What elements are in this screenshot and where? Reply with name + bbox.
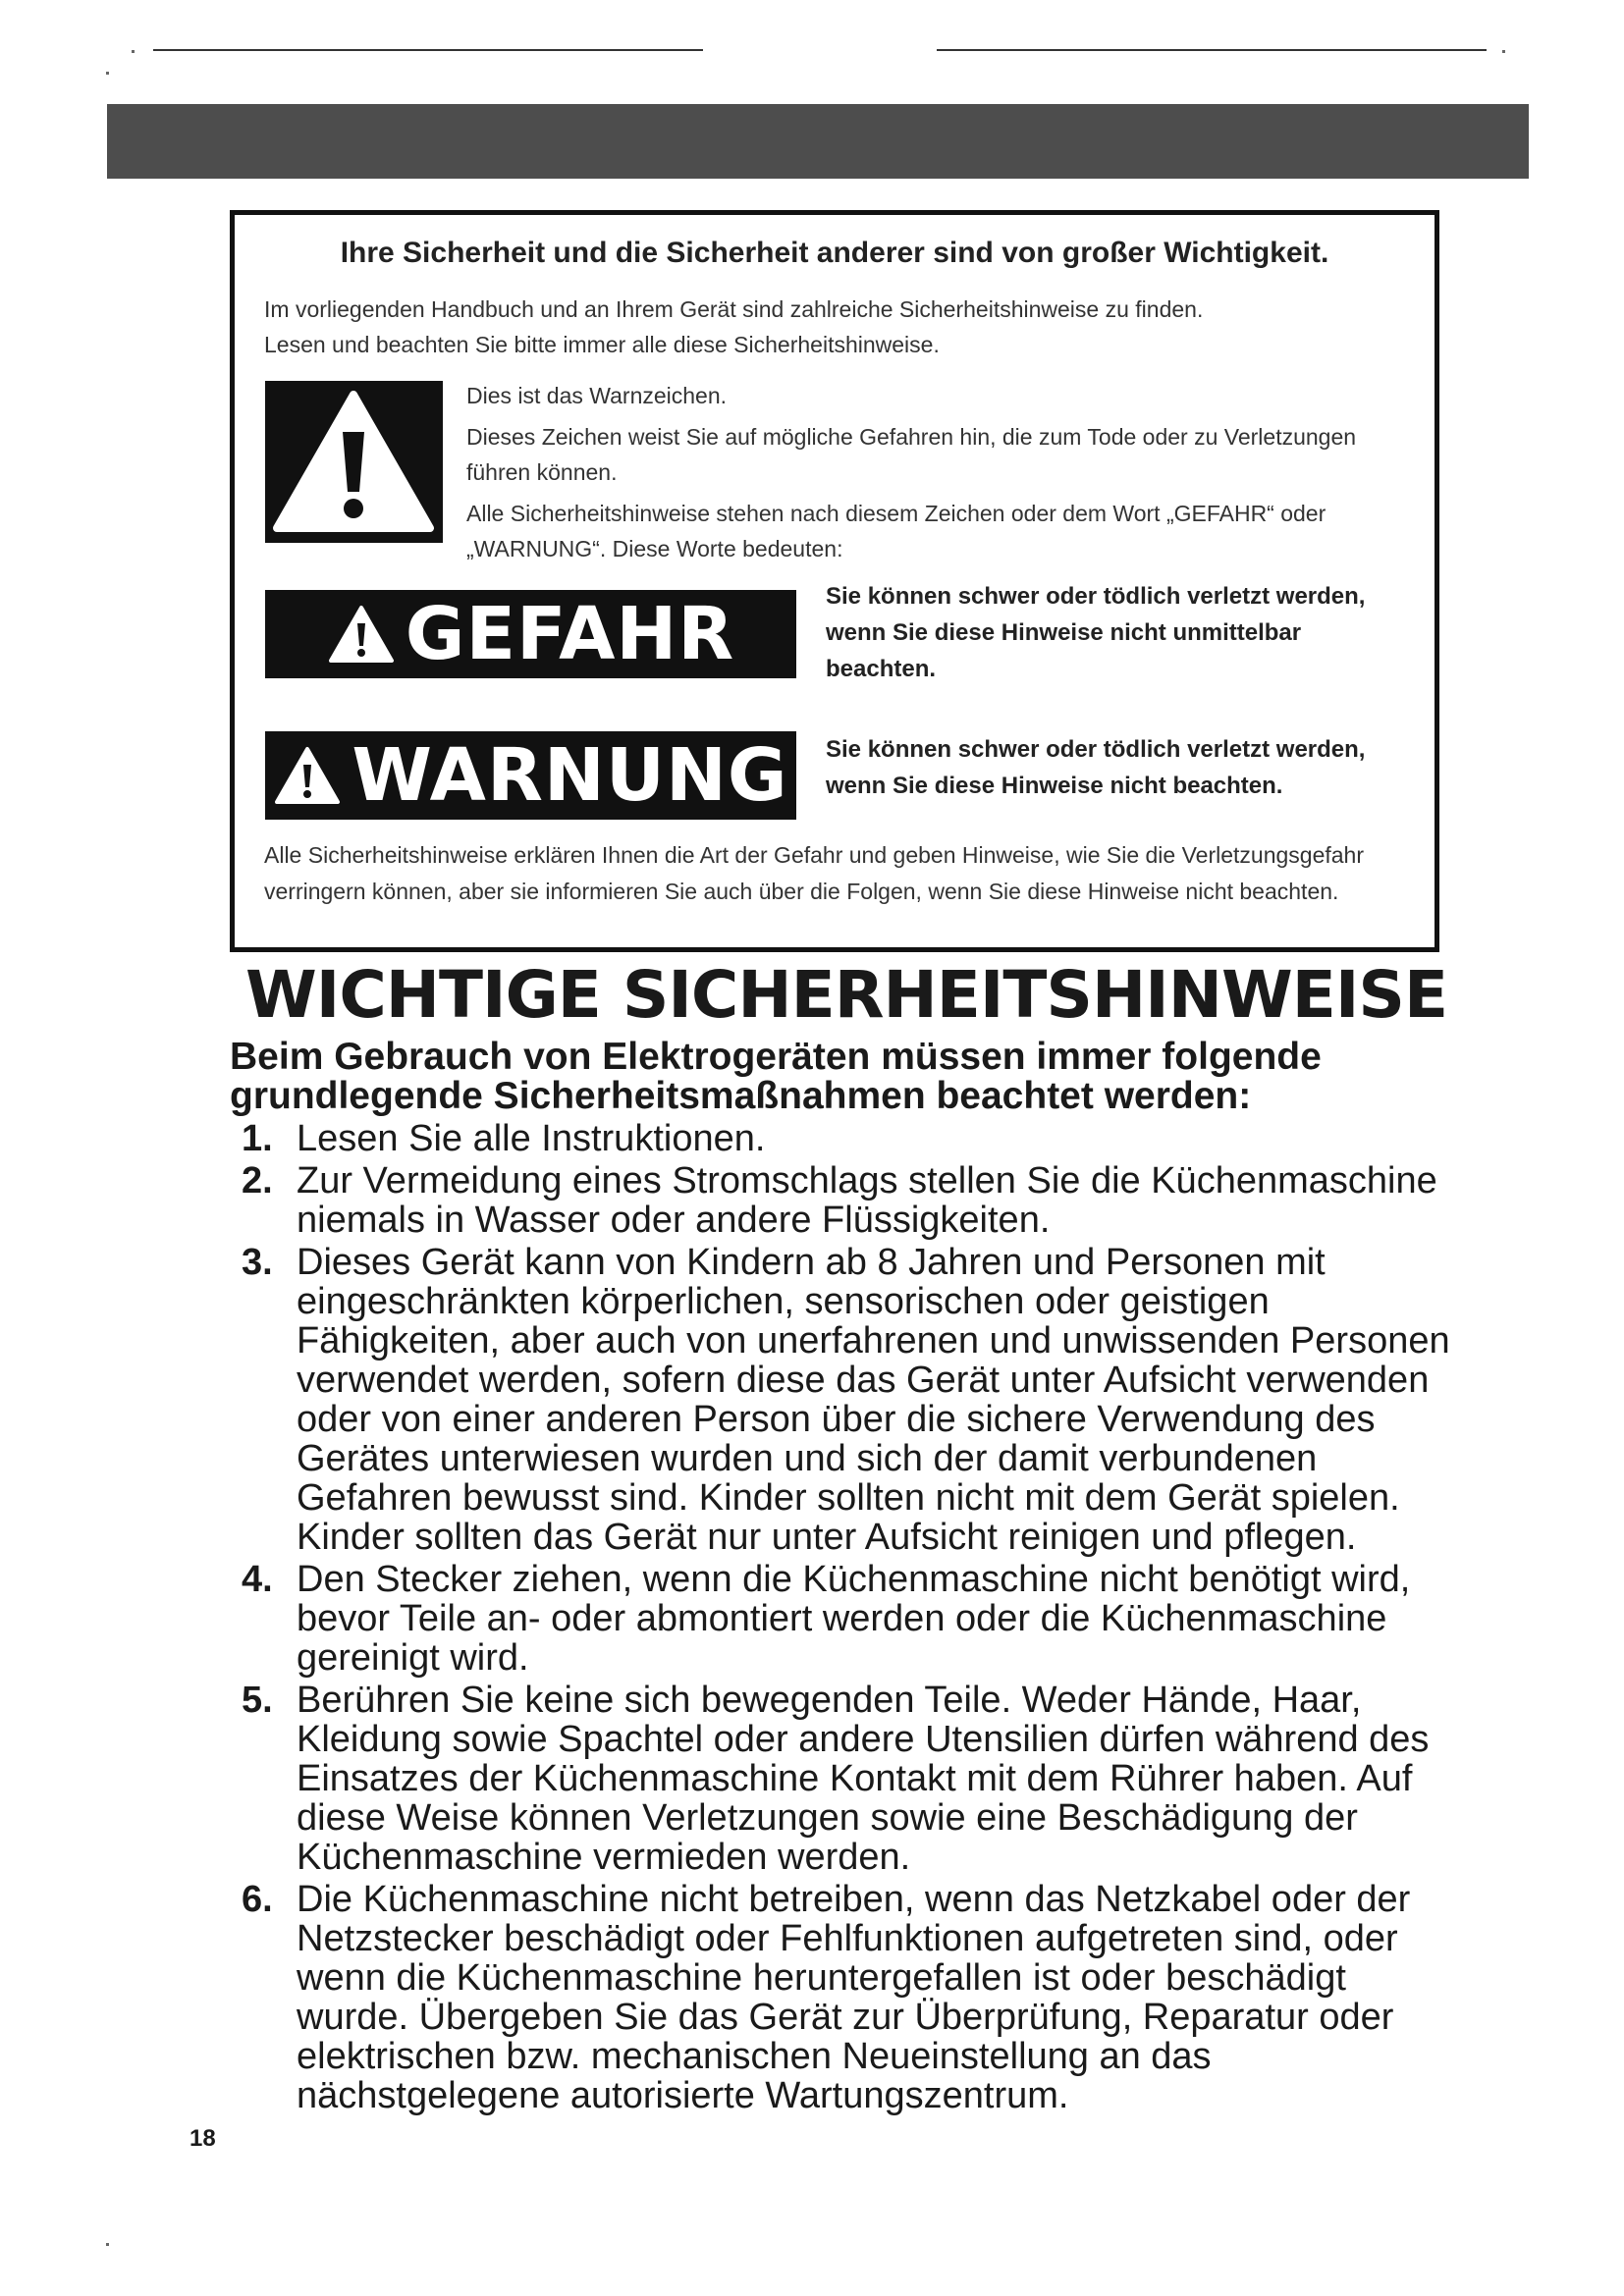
page-number: 18 [189, 2125, 216, 2152]
top-rule-left [153, 49, 703, 51]
list-item [230, 1161, 1467, 1240]
list-item [230, 1560, 1467, 1678]
item-number: 6. [242, 1879, 273, 1920]
item-text: Die Küchenmaschine nicht betreiben, wenn das Netzkabel oder der Netzstecker beschädigt oder Fehlfunktionen aufgetreten sind, oder wenn die Küchenmaschine heruntergefallen ist oder beschädigt wurde. Übergeben Sie das Gerät zur Überprüfung, Reparatur oder elektrischen bzw. mechanischen Neueinstellung an das nächstgelegene autorisierte Wartungszentrum. [297, 1879, 1411, 2116]
symbol-paragraph: Dieses Zeichen weist Sie auf mögliche Gefahren hin, die zum Tode oder zu Verletzungen führen können. [466, 424, 1357, 485]
warnung-description: Sie können schwer oder tödlich verletzt werden, wenn Sie diese Hinweise nicht beachten. [826, 736, 1366, 799]
gefahr-label [265, 590, 796, 678]
safety-box-outro: Alle Sicherheitshinweise erklären Ihnen die Art der Gefahr und geben Hinweise, wie Sie die Verletzungsgefahr verringern können, aber sie informieren Sie auch über die Folgen, wenn Sie diese Hinweise nicht beachten. [264, 842, 1364, 904]
intro-line: Im vorliegenden Handbuch und an Ihrem Gerät sind zahlreiche Sicherheitshinweise zu finden. [264, 296, 1204, 322]
gefahr-description: Sie können schwer oder tödlich verletzt werden, wenn Sie diese Hinweise nicht unmittelbar beachten. [826, 583, 1366, 682]
item-text: Zur Vermeidung eines Stromschlags stellen Sie die Küchenmaschine niemals in Wasser oder andere Flüssigkeiten. [297, 1160, 1437, 1241]
warning-symbol-explanation [466, 378, 1409, 572]
crop-mark [132, 50, 135, 53]
gefahr-label-text: GEFAHR [405, 592, 735, 676]
top-rule-right [937, 49, 1487, 51]
item-number: 2. [242, 1160, 273, 1201]
item-number: 3. [242, 1242, 273, 1283]
symbol-paragraph: Dies ist das Warnzeichen. [466, 383, 728, 408]
header-bar [107, 104, 1529, 179]
crop-mark [106, 2243, 109, 2246]
intro-line: Lesen und beachten Sie bitte immer alle diese Sicherheitshinweise. [264, 332, 940, 357]
item-text: Dieses Gerät kann von Kindern ab 8 Jahren und Personen mit eingeschränkten körperlichen, sensorischen oder geistigen Fähigkeiten, aber auch von unerfahrenen und unwissenden Personen verwendet werden, sofern diese das Gerät unter Aufsicht verwenden oder von einer anderen Person über die sichere Verwendung des Gerätes unterwiesen wurden und sich der damit verbundenen Gefahren bewusst sind. Kinder sollten nicht mit dem Gerät spielen. Kinder sollten das Gerät nur unter Aufsicht reinigen und pflegen. [297, 1242, 1450, 1558]
list-item [230, 1243, 1467, 1557]
instruction-list [230, 1119, 1467, 2118]
warning-triangle-icon [265, 381, 443, 543]
warnung-label [265, 731, 796, 820]
warning-triangle-icon [327, 604, 396, 665]
warnung-label-text: WARNUNG [352, 733, 788, 818]
safety-box-title: Ihre Sicherheit und die Sicherheit anderer sind von großer Wichtigkeit. [340, 237, 1329, 269]
list-item [230, 1880, 1467, 2115]
item-text: Den Stecker ziehen, wenn die Küchenmaschine nicht benötigt wird, bevor Teile an- oder abmontiert werden oder die Küchenmaschine gereinigt wird. [297, 1559, 1411, 1679]
symbol-paragraph: Alle Sicherheitshinweise stehen nach diesem Zeichen oder dem Wort „GEFAHR“ oder „WARNUNG“. Diese Worte bedeuten: [466, 501, 1326, 561]
list-item [230, 1119, 1467, 1158]
item-number: 4. [242, 1559, 273, 1600]
item-text: Berühren Sie keine sich bewegenden Teile. Weder Hände, Haar, Kleidung sowie Spachtel oder andere Utensilien dürfen während des Einsatzes der Küchenmaschine Kontakt mit dem Rührer haben. Auf diese Weise können Verletzungen sowie eine Beschädigung der Küchenmaschine vermieden werden. [297, 1680, 1430, 1878]
list-item [230, 1681, 1467, 1877]
warning-triangle-icon [273, 745, 342, 806]
safety-box-intro [264, 292, 1413, 362]
item-number: 1. [242, 1118, 273, 1159]
item-number: 5. [242, 1680, 273, 1721]
crop-mark [1502, 50, 1505, 53]
sub-heading: Beim Gebrauch von Elektrogeräten müssen immer folgende grundlegende Sicherheitsmaßnahmen beachtet werden: [230, 1036, 1322, 1117]
crop-mark [106, 72, 109, 75]
safety-notice-box [230, 210, 1439, 952]
page-title: WICHTIGE SICHERHEITSHINWEISE [245, 957, 1448, 1033]
item-text: Lesen Sie alle Instruktionen. [297, 1118, 766, 1159]
